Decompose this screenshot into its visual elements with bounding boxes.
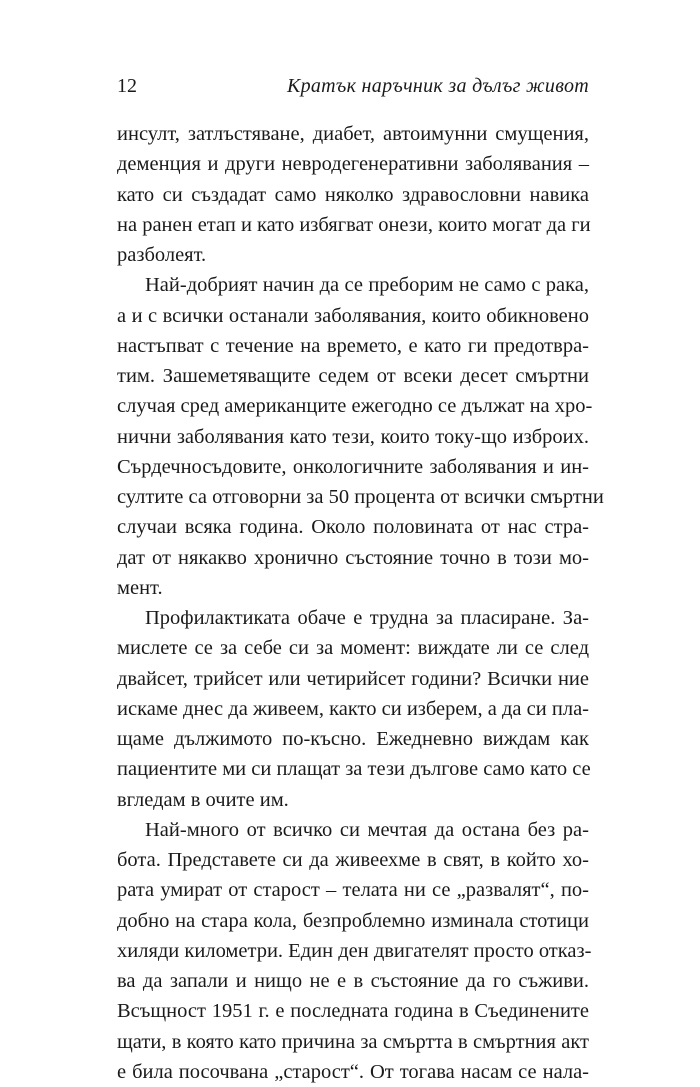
text-line: а и с всички останали заболявания, които обикновено	[117, 304, 589, 327]
text-line: вгледам в очите им.	[117, 788, 289, 811]
text-line: искаме днес да живеем, както си изберем, а да си пла-	[117, 697, 589, 720]
body-text	[117, 119, 604, 1087]
text-line: като си създадат само няколко здравословни навика	[117, 183, 589, 206]
text-line: ва да запали и нищо не е в състояние да го съживи.	[117, 970, 589, 992]
text-line: добно на стара кола, безпроблемно изминала стотици	[117, 909, 589, 932]
text-line: хиляди километри. Един ден двигателят просто отказ-	[117, 939, 592, 962]
text-line: случаи всяка година. Около половината от нас стра-	[117, 516, 589, 539]
text-line: Профилактиката обаче е трудна за пласиране. За-	[145, 607, 589, 629]
text-line: разболеят.	[117, 244, 207, 266]
text-line: е била посочвана „старост“. От тогава насам се нала-	[117, 1060, 589, 1083]
text-line: щаме дължимото по-късно. Ежедневно виждам как	[117, 728, 589, 750]
text-line: султите са отговорни за 50 процента от всички смъртни	[117, 486, 604, 508]
text-line: мент.	[117, 576, 163, 599]
running-title: Кратък наръчник за дълъг живот	[287, 75, 589, 97]
text-line: на ранен етап и като избягват онези, които могат да ги	[117, 213, 591, 236]
text-line: инсулт, затлъстяване, диабет, автоимунни смущения,	[117, 123, 589, 145]
text-line: случая сред американците ежегодно се дължат на хро-	[117, 395, 593, 418]
text-line: настъпват с течение на времето, е като ги предотвра-	[117, 334, 589, 357]
text-line: Най-добрият начин да се преборим не само с рака,	[145, 274, 589, 297]
text-line: рата умират от старост – телата ни се „развалят“, по-	[117, 879, 589, 902]
text-line: двайсет, трийсет или четирийсет години? Всички ние	[117, 667, 589, 690]
text-line: дат от някакво хронично състояние точно в този мо-	[117, 546, 589, 569]
text-line: Всъщност 1951 г. е последната година в Съединените	[117, 1000, 589, 1023]
text-line: деменция и други невродегенеративни заболявания –	[117, 153, 589, 176]
text-line: бота. Представете си да живеехме в свят, в който хо-	[117, 849, 589, 871]
text-line: пациентите ми си плащат за тези дългове само като се	[117, 758, 591, 781]
text-line: нични заболявания като тези, които току-що изброих.	[117, 425, 589, 448]
text-line: мислете се за себе си за момент: виждате ли се след	[117, 637, 589, 660]
text-line: Сърдечносъдовите, онкологичните заболявания и ин-	[117, 455, 589, 478]
text-line: щати, в която като причина за смъртта в смъртния акт	[117, 1030, 589, 1053]
page-number: 12	[117, 75, 137, 97]
text-line: тим. Зашеметяващите седем от всеки десет смъртни	[117, 365, 589, 387]
running-head	[117, 70, 589, 102]
text-line: Най-много от всичко си мечтая да остана без ра-	[145, 818, 589, 841]
